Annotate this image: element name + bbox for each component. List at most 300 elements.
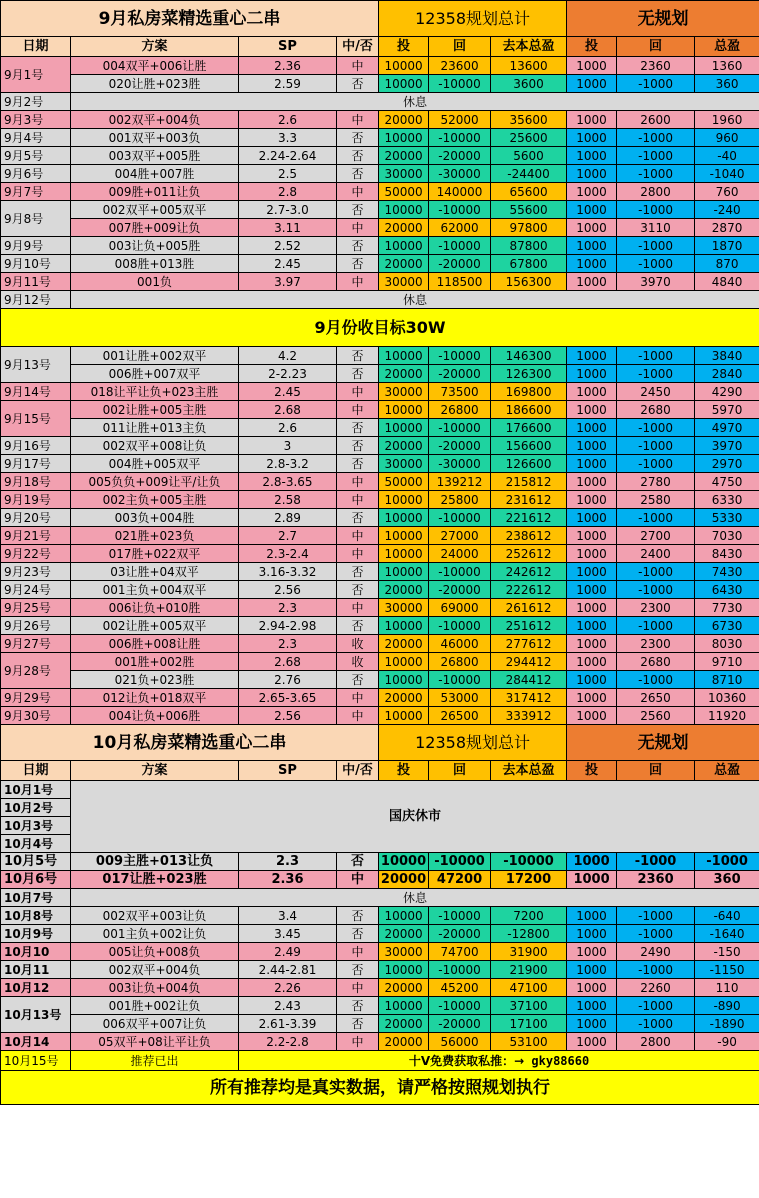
- result-cell: 否: [337, 437, 379, 455]
- noplan-value-cell: 1000: [567, 75, 617, 93]
- noplan-value-cell: -1150: [695, 961, 759, 979]
- plan-value-cell: 277612: [491, 635, 567, 653]
- plan-value-cell: 10000: [379, 401, 429, 419]
- noplan-value-cell: -1000: [617, 437, 695, 455]
- plan-value-cell: -12800: [491, 925, 567, 943]
- noplan-value-cell: 2800: [617, 183, 695, 201]
- scheme-cell: 009主胜+013让负: [71, 853, 239, 871]
- noplan-value-cell: 1000: [567, 183, 617, 201]
- sp-cell: 2.76: [239, 671, 337, 689]
- noplan-value-cell: 1000: [567, 455, 617, 473]
- plan-value-cell: 294412: [491, 653, 567, 671]
- table-row: [1, 255, 759, 273]
- plan-value-cell: 17200: [491, 871, 567, 889]
- sp-cell: 3: [239, 437, 337, 455]
- scheme-cell: 05双平+08让平让负: [71, 1033, 239, 1051]
- plan-value-cell: 50000: [379, 473, 429, 491]
- date-cell: 10月3号: [1, 817, 71, 835]
- plan-value-cell: 20000: [379, 111, 429, 129]
- sp-cell: 2.26: [239, 979, 337, 997]
- noplan-value-cell: 1000: [567, 509, 617, 527]
- table-row: [1, 925, 759, 943]
- plan-value-cell: 30000: [379, 455, 429, 473]
- date-cell: 10月8号: [1, 907, 71, 925]
- table-row: [1, 689, 759, 707]
- sp-cell: 2.24-2.64: [239, 147, 337, 165]
- plan-value-cell: 45200: [429, 979, 491, 997]
- rest-label: 休息: [71, 93, 759, 111]
- plan-value-cell: 118500: [429, 273, 491, 291]
- plan-value-cell: 176600: [491, 419, 567, 437]
- noplan-value-cell: -1000: [695, 853, 759, 871]
- noplan-value-cell: 1000: [567, 365, 617, 383]
- plan-value-cell: 97800: [491, 219, 567, 237]
- date-cell: 9月4号: [1, 129, 71, 147]
- column-header: 投: [379, 761, 429, 781]
- noplan-value-cell: 1000: [567, 57, 617, 75]
- plan-value-cell: 46000: [429, 635, 491, 653]
- table-row: [1, 979, 759, 997]
- date-cell: 10月13号: [1, 997, 71, 1033]
- noplan-value-cell: 4750: [695, 473, 759, 491]
- plan-value-cell: 10000: [379, 75, 429, 93]
- plan-value-cell: 231612: [491, 491, 567, 509]
- holiday-row: [1, 781, 759, 799]
- sp-cell: 2.45: [239, 255, 337, 273]
- plan-value-cell: 47100: [491, 979, 567, 997]
- noplan-value-cell: 3970: [695, 437, 759, 455]
- noplan-value-cell: 3970: [617, 273, 695, 291]
- scheme-cell: 002双平+003让负: [71, 907, 239, 925]
- plan-value-cell: 52000: [429, 111, 491, 129]
- plan-value-cell: 284412: [491, 671, 567, 689]
- noplan-value-cell: -1000: [617, 419, 695, 437]
- noplan-value-cell: 8030: [695, 635, 759, 653]
- noplan-value-cell: 7730: [695, 599, 759, 617]
- noplan-value-cell: -1000: [617, 255, 695, 273]
- no-plan-header: 无规划: [567, 725, 759, 761]
- plan-value-cell: 10000: [379, 997, 429, 1015]
- plan-value-cell: 10000: [379, 201, 429, 219]
- noplan-value-cell: 2580: [617, 491, 695, 509]
- plan-value-cell: -20000: [429, 925, 491, 943]
- result-cell: 否: [337, 455, 379, 473]
- noplan-value-cell: 6430: [695, 581, 759, 599]
- plan-value-cell: 30000: [379, 383, 429, 401]
- date-cell: 9月3号: [1, 111, 71, 129]
- plan-value-cell: 126600: [491, 455, 567, 473]
- date-cell: 9月28号: [1, 653, 71, 689]
- result-cell: 否: [337, 997, 379, 1015]
- noplan-value-cell: 2360: [617, 57, 695, 75]
- noplan-value-cell: -1000: [617, 147, 695, 165]
- result-cell: 否: [337, 237, 379, 255]
- noplan-value-cell: 1870: [695, 237, 759, 255]
- date-cell: 10月7号: [1, 889, 71, 907]
- column-header: 去本总盈: [491, 37, 567, 57]
- date-cell: 10月1号: [1, 781, 71, 799]
- plan-value-cell: 10000: [379, 545, 429, 563]
- noplan-value-cell: -890: [695, 997, 759, 1015]
- result-cell: 中: [337, 273, 379, 291]
- sp-cell: 2.58: [239, 491, 337, 509]
- column-header: 日期: [1, 761, 71, 781]
- plan-value-cell: 139212: [429, 473, 491, 491]
- noplan-value-cell: 1000: [567, 473, 617, 491]
- column-header: 中/否: [337, 761, 379, 781]
- sp-cell: 3.45: [239, 925, 337, 943]
- result-cell: 否: [337, 581, 379, 599]
- table-row: [1, 201, 759, 219]
- plan-value-cell: 238612: [491, 527, 567, 545]
- scheme-cell: 002双平+005双平: [71, 201, 239, 219]
- plan-value-cell: -30000: [429, 455, 491, 473]
- result-cell: 否: [337, 347, 379, 365]
- sp-cell: 2.8-3.65: [239, 473, 337, 491]
- scheme-cell: 021负+023胜: [71, 671, 239, 689]
- noplan-value-cell: -1000: [617, 455, 695, 473]
- plan-value-cell: -20000: [429, 365, 491, 383]
- result-cell: 否: [337, 925, 379, 943]
- plan-value-cell: 10000: [379, 617, 429, 635]
- result-cell: 否: [337, 75, 379, 93]
- noplan-value-cell: 4840: [695, 273, 759, 291]
- plan-value-cell: 56000: [429, 1033, 491, 1051]
- table-row: [1, 707, 759, 725]
- noplan-value-cell: -1000: [617, 961, 695, 979]
- rest-row: [1, 889, 759, 907]
- table-row: [1, 653, 759, 671]
- plan-value-cell: 20000: [379, 219, 429, 237]
- noplan-value-cell: 760: [695, 183, 759, 201]
- noplan-value-cell: 1000: [567, 1033, 617, 1051]
- scheme-cell: 003负+004胜: [71, 509, 239, 527]
- date-cell: 9月7号: [1, 183, 71, 201]
- table-row: [1, 401, 759, 419]
- noplan-value-cell: -1040: [695, 165, 759, 183]
- scheme-cell: 001负: [71, 273, 239, 291]
- column-header: 回: [617, 761, 695, 781]
- noplan-value-cell: -1000: [617, 201, 695, 219]
- table-row: [1, 853, 759, 871]
- noplan-value-cell: -240: [695, 201, 759, 219]
- sp-cell: 2.89: [239, 509, 337, 527]
- noplan-value-cell: 1000: [567, 907, 617, 925]
- noplan-value-cell: 960: [695, 129, 759, 147]
- table-row: [1, 383, 759, 401]
- noplan-value-cell: 2680: [617, 401, 695, 419]
- result-cell: 否: [337, 255, 379, 273]
- plan-value-cell: 20000: [379, 437, 429, 455]
- result-cell: 收: [337, 653, 379, 671]
- noplan-value-cell: -1000: [617, 925, 695, 943]
- scheme-cell: 004让负+006胜: [71, 707, 239, 725]
- column-header: 去本总盈: [491, 761, 567, 781]
- date-cell: 9月15号: [1, 401, 71, 437]
- sp-cell: 2.36: [239, 57, 337, 75]
- plan-value-cell: 55600: [491, 201, 567, 219]
- section-header: [1, 725, 759, 761]
- plan-value-cell: -30000: [429, 165, 491, 183]
- plan-value-cell: 30000: [379, 599, 429, 617]
- table-row: [1, 273, 759, 291]
- plan-value-cell: 10000: [379, 707, 429, 725]
- table-row: [1, 563, 759, 581]
- scheme-cell: 002让胜+005主胜: [71, 401, 239, 419]
- sp-cell: 2.3: [239, 599, 337, 617]
- plan-value-cell: 10000: [379, 509, 429, 527]
- plan-value-cell: -10000: [429, 75, 491, 93]
- noplan-value-cell: 1000: [567, 527, 617, 545]
- date-cell: 10月12: [1, 979, 71, 997]
- table-row: [1, 997, 759, 1015]
- noplan-value-cell: 2870: [695, 219, 759, 237]
- noplan-value-cell: 1000: [567, 491, 617, 509]
- sp-cell: 2.6: [239, 111, 337, 129]
- sp-cell: 2.3-2.4: [239, 545, 337, 563]
- noplan-value-cell: 1000: [567, 853, 617, 871]
- noplan-value-cell: 1000: [567, 635, 617, 653]
- scheme-cell: 012让负+018双平: [71, 689, 239, 707]
- table-row: [1, 599, 759, 617]
- date-cell: 9月17号: [1, 455, 71, 473]
- noplan-value-cell: 2840: [695, 365, 759, 383]
- result-cell: 中: [337, 707, 379, 725]
- noplan-value-cell: 2490: [617, 943, 695, 961]
- scheme-cell: 001让胜+002双平: [71, 347, 239, 365]
- date-cell: 9月1号: [1, 57, 71, 93]
- noplan-value-cell: -1000: [617, 617, 695, 635]
- plan-value-cell: 21900: [491, 961, 567, 979]
- scheme-cell: 003让负+005胜: [71, 237, 239, 255]
- result-cell: 否: [337, 419, 379, 437]
- table-row: [1, 147, 759, 165]
- table-row: [1, 75, 759, 93]
- scheme-cell: 020让胜+023胜: [71, 75, 239, 93]
- scheme-cell: 006胜+008让胜: [71, 635, 239, 653]
- noplan-value-cell: 1960: [695, 111, 759, 129]
- noplan-value-cell: -1000: [617, 581, 695, 599]
- noplan-value-cell: -1000: [617, 237, 695, 255]
- noplan-value-cell: 2300: [617, 599, 695, 617]
- plan-value-cell: -20000: [429, 147, 491, 165]
- promo-id: gky88660: [524, 1053, 590, 1068]
- result-cell: 否: [337, 907, 379, 925]
- table-row: [1, 437, 759, 455]
- sp-cell: 2.43: [239, 997, 337, 1015]
- noplan-value-cell: 1000: [567, 383, 617, 401]
- section-header: [1, 1, 759, 37]
- noplan-value-cell: -1000: [617, 563, 695, 581]
- plan-value-cell: 186600: [491, 401, 567, 419]
- date-cell: 9月2号: [1, 93, 71, 111]
- column-header: SP: [239, 37, 337, 57]
- sp-cell: 2.65-3.65: [239, 689, 337, 707]
- plan-value-cell: 10000: [379, 563, 429, 581]
- plan-value-cell: 67800: [491, 255, 567, 273]
- result-cell: 中: [337, 383, 379, 401]
- scheme-cell: 002主负+005主胜: [71, 491, 239, 509]
- plan-value-cell: 10000: [379, 237, 429, 255]
- plan-value-cell: 10000: [379, 527, 429, 545]
- result-cell: 中: [337, 1033, 379, 1051]
- result-cell: 中: [337, 599, 379, 617]
- noplan-value-cell: 5330: [695, 509, 759, 527]
- table-row: [1, 219, 759, 237]
- scheme-cell: 017让胜+023胜: [71, 871, 239, 889]
- plan-value-cell: 50000: [379, 183, 429, 201]
- plan-value-cell: -20000: [429, 581, 491, 599]
- sp-cell: 2.94-2.98: [239, 617, 337, 635]
- column-header: 中/否: [337, 37, 379, 57]
- sp-cell: 2.6: [239, 419, 337, 437]
- date-cell: 9月22号: [1, 545, 71, 563]
- noplan-value-cell: 2780: [617, 473, 695, 491]
- noplan-value-cell: 1000: [567, 961, 617, 979]
- plan-value-cell: 26500: [429, 707, 491, 725]
- plan-value-cell: 31900: [491, 943, 567, 961]
- plan-value-cell: 140000: [429, 183, 491, 201]
- scheme-cell: 018让平让负+023主胜: [71, 383, 239, 401]
- result-cell: 否: [337, 853, 379, 871]
- scheme-cell: 004胜+005双平: [71, 455, 239, 473]
- plan-value-cell: 73500: [429, 383, 491, 401]
- recommend-status: 推荐已出: [71, 1051, 239, 1071]
- sp-cell: 2.3: [239, 635, 337, 653]
- noplan-value-cell: 1000: [567, 237, 617, 255]
- column-header: 方案: [71, 37, 239, 57]
- noplan-value-cell: 4970: [695, 419, 759, 437]
- result-cell: 中: [337, 871, 379, 889]
- plan-value-cell: -10000: [429, 671, 491, 689]
- noplan-value-cell: 360: [695, 871, 759, 889]
- noplan-value-cell: 2300: [617, 635, 695, 653]
- noplan-value-cell: 1000: [567, 871, 617, 889]
- table-row: [1, 581, 759, 599]
- result-cell: 否: [337, 1015, 379, 1033]
- scheme-cell: 004双平+006让胜: [71, 57, 239, 75]
- noplan-value-cell: 1000: [567, 617, 617, 635]
- table-row: [1, 617, 759, 635]
- sp-cell: 2.52: [239, 237, 337, 255]
- sp-cell: 2.2-2.8: [239, 1033, 337, 1051]
- scheme-cell: 001胜+002让负: [71, 997, 239, 1015]
- date-cell: 9月10号: [1, 255, 71, 273]
- plan-value-cell: -10000: [429, 347, 491, 365]
- plan-total-header: 12358规划总计: [379, 725, 567, 761]
- plan-value-cell: 222612: [491, 581, 567, 599]
- column-header: 投: [379, 37, 429, 57]
- noplan-value-cell: 5970: [695, 401, 759, 419]
- plan-value-cell: 156600: [491, 437, 567, 455]
- noplan-value-cell: -1640: [695, 925, 759, 943]
- rest-row: [1, 291, 759, 309]
- noplan-value-cell: 1000: [567, 147, 617, 165]
- plan-value-cell: 10000: [379, 491, 429, 509]
- noplan-value-cell: 2700: [617, 527, 695, 545]
- table-row: [1, 961, 759, 979]
- date-cell: 9月12号: [1, 291, 71, 309]
- plan-value-cell: 17100: [491, 1015, 567, 1033]
- noplan-value-cell: -1000: [617, 75, 695, 93]
- result-cell: 否: [337, 671, 379, 689]
- noplan-value-cell: 1000: [567, 925, 617, 943]
- result-cell: 中: [337, 111, 379, 129]
- noplan-value-cell: -1000: [617, 347, 695, 365]
- date-cell: 10月2号: [1, 799, 71, 817]
- scheme-cell: 001双平+003负: [71, 129, 239, 147]
- scheme-cell: 005让负+008负: [71, 943, 239, 961]
- footer-row: [1, 1071, 759, 1105]
- noplan-value-cell: 1000: [567, 707, 617, 725]
- table-row: [1, 237, 759, 255]
- noplan-value-cell: 1000: [567, 653, 617, 671]
- plan-value-cell: 3600: [491, 75, 567, 93]
- column-header: 总盈: [695, 37, 759, 57]
- table-row: [1, 635, 759, 653]
- date-cell: 10月15号: [1, 1051, 71, 1071]
- sp-cell: 2.56: [239, 707, 337, 725]
- noplan-value-cell: -1000: [617, 853, 695, 871]
- scheme-cell: 009胜+011让负: [71, 183, 239, 201]
- plan-value-cell: -24400: [491, 165, 567, 183]
- result-cell: 中: [337, 689, 379, 707]
- noplan-value-cell: -640: [695, 907, 759, 925]
- date-cell: 10月6号: [1, 871, 71, 889]
- column-headers: [1, 761, 759, 781]
- promo-row: [1, 1051, 759, 1071]
- plan-value-cell: 62000: [429, 219, 491, 237]
- date-cell: 9月27号: [1, 635, 71, 653]
- table-row: [1, 545, 759, 563]
- noplan-value-cell: 1000: [567, 201, 617, 219]
- plan-value-cell: 27000: [429, 527, 491, 545]
- plan-value-cell: 47200: [429, 871, 491, 889]
- noplan-value-cell: 1000: [567, 581, 617, 599]
- date-cell: 9月26号: [1, 617, 71, 635]
- plan-value-cell: 20000: [379, 1015, 429, 1033]
- result-cell: 中: [337, 57, 379, 75]
- table-row: [1, 419, 759, 437]
- result-cell: 中: [337, 183, 379, 201]
- scheme-cell: 002双平+008让负: [71, 437, 239, 455]
- plan-value-cell: -10000: [429, 617, 491, 635]
- noplan-value-cell: 2560: [617, 707, 695, 725]
- plan-total-header: 12358规划总计: [379, 1, 567, 37]
- plan-value-cell: 5600: [491, 147, 567, 165]
- noplan-value-cell: 110: [695, 979, 759, 997]
- date-cell: 9月20号: [1, 509, 71, 527]
- date-cell: 9月11号: [1, 273, 71, 291]
- plan-value-cell: -10000: [429, 563, 491, 581]
- table-row: [1, 57, 759, 75]
- noplan-value-cell: -1000: [617, 129, 695, 147]
- plan-value-cell: 26800: [429, 653, 491, 671]
- column-header: 回: [429, 37, 491, 57]
- column-header: 日期: [1, 37, 71, 57]
- sp-cell: 2.45: [239, 383, 337, 401]
- plan-value-cell: -20000: [429, 255, 491, 273]
- table-row: [1, 473, 759, 491]
- plan-value-cell: -10000: [429, 997, 491, 1015]
- scheme-cell: 021胜+023负: [71, 527, 239, 545]
- noplan-value-cell: 2970: [695, 455, 759, 473]
- plan-value-cell: 261612: [491, 599, 567, 617]
- table-row: [1, 671, 759, 689]
- plan-value-cell: -10000: [429, 907, 491, 925]
- date-cell: 9月13号: [1, 347, 71, 383]
- plan-value-cell: 242612: [491, 563, 567, 581]
